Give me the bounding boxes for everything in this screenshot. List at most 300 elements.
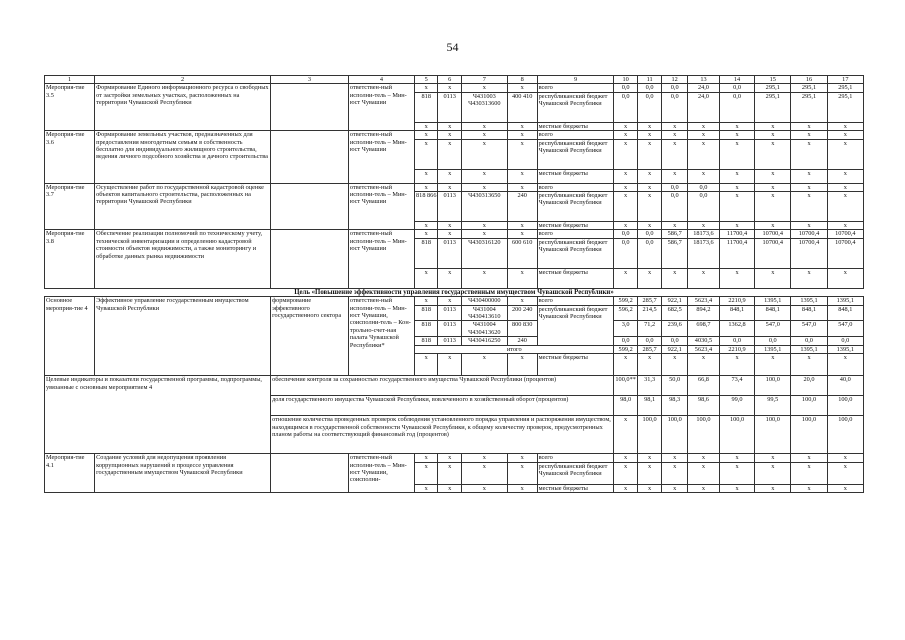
cell: 99,0	[719, 396, 754, 416]
cell: Ч431003 Ч430313600	[461, 92, 507, 122]
cell: x	[461, 454, 507, 462]
cell: x	[827, 131, 863, 139]
cell: 2210,9	[719, 297, 754, 305]
cell: x	[827, 354, 863, 376]
cell: x	[438, 268, 461, 288]
cell: 295,1	[755, 84, 791, 92]
cell: 71,2	[637, 321, 662, 337]
header-cell: 7	[461, 76, 507, 84]
header-cell: 11	[637, 76, 662, 84]
cell: 0,0	[662, 192, 688, 222]
cell: x	[415, 297, 438, 305]
cell: 818	[415, 337, 438, 345]
cell: x	[791, 122, 827, 130]
cell: x	[719, 354, 754, 376]
cell: x	[755, 354, 791, 376]
cell: республиканский бюджет Чувашской Республики	[537, 238, 614, 268]
cell: x	[637, 122, 662, 130]
cell: 0113	[438, 92, 461, 122]
cell: 73,4	[719, 376, 754, 396]
cell: x	[614, 462, 637, 484]
header-cell: 15	[755, 76, 791, 84]
cell: x	[438, 484, 461, 492]
cell: 100,0	[791, 396, 827, 416]
cell: республиканский бюджет Чувашской Республики	[537, 192, 614, 222]
cell: 0,0	[637, 337, 662, 345]
cell: 295,1	[791, 84, 827, 92]
cell: 1395,1	[755, 297, 791, 305]
cell: 10700,4	[827, 238, 863, 268]
cell: x	[827, 222, 863, 230]
activity-target: формирование эффективного государственного сектора	[271, 297, 349, 376]
cell: 11700,4	[719, 230, 754, 238]
cell: x	[461, 354, 507, 376]
cell: x	[719, 139, 754, 169]
cell: x	[507, 484, 537, 492]
cell: Ч431004 Ч430413620	[461, 321, 507, 337]
cell: x	[719, 192, 754, 222]
cell: x	[827, 183, 863, 191]
cell: 1395,1	[791, 297, 827, 305]
cell: x	[637, 484, 662, 492]
cell: x	[438, 131, 461, 139]
cell: 818	[415, 238, 438, 268]
cell: 0,0	[662, 84, 688, 92]
cell: 1395,1	[827, 297, 863, 305]
cell: x	[791, 139, 827, 169]
cell: 10700,4	[827, 230, 863, 238]
cell: Ч430313650	[461, 192, 507, 222]
cell: x	[662, 354, 688, 376]
cell: x	[791, 222, 827, 230]
cell: 100,0	[827, 396, 863, 416]
cell: x	[755, 268, 791, 288]
total-label: итого	[415, 345, 614, 353]
cell: x	[719, 268, 754, 288]
cell: местные бюджеты	[537, 484, 614, 492]
activity-name: Создание условий для недопущения проявления коррупционных нарушений в процессе управления государственным имуществом Чувашской Республики	[95, 454, 271, 493]
activity-target	[271, 230, 349, 288]
activity-code: Мероприя-тие 4.1	[45, 454, 95, 493]
cell: x	[614, 139, 637, 169]
cell: местные бюджеты	[537, 169, 614, 183]
cell: 682,5	[662, 305, 688, 321]
indicator-text: отношение количества проведенных проверок соблюдения установленного порядка управления и распоряжения имуществом, находящимся в государственной собственности Чувашской Республики, к общему количеству проверок, предусмотренных планом работы на соответствующий финансовый год (процентов)	[271, 416, 614, 454]
cell: 1395,1	[791, 345, 827, 353]
cell: 0,0	[637, 92, 662, 122]
cell: 0,0	[637, 230, 662, 238]
cell: x	[755, 454, 791, 462]
cell: 818 866	[415, 192, 438, 222]
cell: 0,0	[662, 183, 688, 191]
cell: 40,0	[827, 376, 863, 396]
header-cell: 8	[507, 76, 537, 84]
header-cell: 14	[719, 76, 754, 84]
cell: x	[614, 354, 637, 376]
cell: x	[687, 354, 719, 376]
header-cell: 2	[95, 76, 271, 84]
cell: x	[438, 169, 461, 183]
activity-name: Эффективное управление государственным имуществом Чувашской Республики	[95, 297, 271, 376]
header-cell: 4	[348, 76, 414, 84]
header-cell: 16	[791, 76, 827, 84]
page-number: 54	[446, 40, 459, 54]
cell: 20,0	[791, 376, 827, 396]
cell: всего	[537, 454, 614, 462]
cell: 0,0	[719, 337, 754, 345]
cell: 100,0	[687, 416, 719, 454]
cell: x	[827, 169, 863, 183]
cell: 0,0	[791, 337, 827, 345]
cell: x	[438, 230, 461, 238]
cell: 100,0	[827, 416, 863, 454]
cell: x	[614, 169, 637, 183]
cell: 586,7	[662, 238, 688, 268]
cell: 24,0	[687, 92, 719, 122]
cell: x	[827, 122, 863, 130]
activity-responsible: ответствен-ный исполни-тель – Мин-юст Чувашии	[348, 131, 414, 183]
cell: 100,0**	[614, 376, 637, 396]
cell: 50,0	[662, 376, 688, 396]
cell: x	[637, 354, 662, 376]
cell: 848,1	[827, 305, 863, 321]
cell: x	[614, 183, 637, 191]
indicators-label: Целевые индикаторы и показатели государственной программы, подпрограммы, увязанные с основным мероприятием 4	[45, 376, 271, 454]
cell: Ч430416250	[461, 337, 507, 345]
cell: 295,1	[827, 84, 863, 92]
cell: x	[415, 484, 438, 492]
cell: x	[461, 183, 507, 191]
cell: 0,0	[614, 92, 637, 122]
cell: 0113	[438, 238, 461, 268]
cell: 922,1	[662, 345, 688, 353]
cell: x	[637, 192, 662, 222]
cell: 848,1	[791, 305, 827, 321]
cell: x	[438, 139, 461, 169]
cell: x	[791, 454, 827, 462]
cell: 10700,4	[755, 230, 791, 238]
cell: x	[461, 131, 507, 139]
activity-target	[271, 183, 349, 230]
cell: x	[719, 462, 754, 484]
cell: 0,0	[719, 92, 754, 122]
cell: x	[755, 462, 791, 484]
cell: 0113	[438, 305, 461, 321]
cell: x	[415, 122, 438, 130]
program-table	[44, 75, 864, 493]
cell: 0,0	[755, 337, 791, 345]
cell: 5623,4	[687, 297, 719, 305]
header-cell: 5	[415, 76, 438, 84]
cell: 848,1	[755, 305, 791, 321]
table-row	[45, 84, 864, 92]
cell: 848,1	[719, 305, 754, 321]
cell: x	[507, 230, 537, 238]
cell: 10700,4	[791, 230, 827, 238]
header-cell: 10	[614, 76, 637, 84]
cell: 800 830	[507, 321, 537, 337]
cell: x	[791, 169, 827, 183]
cell: x	[415, 268, 438, 288]
cell: 10700,4	[755, 238, 791, 268]
cell: x	[719, 484, 754, 492]
cell: x	[438, 84, 461, 92]
header-cell: 17	[827, 76, 863, 84]
cell: 586,7	[662, 230, 688, 238]
cell: 1395,1	[827, 345, 863, 353]
cell: 100,0	[791, 416, 827, 454]
cell: x	[637, 183, 662, 191]
cell: x	[438, 183, 461, 191]
table-row	[45, 297, 864, 305]
cell: 100,0	[637, 416, 662, 454]
header-cell: 13	[687, 76, 719, 84]
cell: x	[637, 139, 662, 169]
cell: 0,0	[614, 84, 637, 92]
cell: 200 240	[507, 305, 537, 321]
header-cell: 3	[271, 76, 349, 84]
cell: республиканский бюджет Чувашской Республики	[537, 305, 614, 345]
cell: 2210,9	[719, 345, 754, 353]
cell: 818	[415, 92, 438, 122]
cell: x	[755, 192, 791, 222]
cell: x	[662, 122, 688, 130]
cell: местные бюджеты	[537, 268, 614, 288]
cell: x	[827, 462, 863, 484]
cell: x	[827, 268, 863, 288]
cell: x	[507, 268, 537, 288]
cell: 0,0	[719, 84, 754, 92]
cell: 600 610	[507, 238, 537, 268]
cell: x	[755, 183, 791, 191]
cell: x	[791, 268, 827, 288]
cell: 547,0	[827, 321, 863, 337]
cell: x	[614, 222, 637, 230]
cell: x	[461, 230, 507, 238]
cell: x	[507, 222, 537, 230]
cell: x	[755, 139, 791, 169]
cell: x	[507, 297, 537, 305]
cell: x	[719, 131, 754, 139]
cell: местные бюджеты	[537, 122, 614, 130]
cell: 98,1	[637, 396, 662, 416]
cell: местные бюджеты	[537, 354, 614, 376]
cell: 31,3	[637, 376, 662, 396]
cell: x	[662, 462, 688, 484]
indicator-text: доля государственного имущества Чувашской Республики, вовлеченного в хозяйственный оборот (процентов)	[271, 396, 614, 416]
cell: всего	[537, 183, 614, 191]
cell: 547,0	[755, 321, 791, 337]
cell: x	[662, 169, 688, 183]
cell: 0,0	[687, 192, 719, 222]
activity-code: Мероприя-тие 3.8	[45, 230, 95, 288]
cell: 3,0	[614, 321, 637, 337]
cell: x	[637, 131, 662, 139]
cell: x	[662, 454, 688, 462]
goal-heading: Цель «Повышение эффективности управления государственным имуществом Чувашской Республики»	[45, 288, 864, 296]
cell: 0,0	[637, 84, 662, 92]
table-row	[45, 131, 864, 139]
cell: 295,1	[827, 92, 863, 122]
cell: всего	[537, 131, 614, 139]
table-row	[45, 230, 864, 238]
cell: 0,0	[687, 183, 719, 191]
cell: x	[507, 122, 537, 130]
cell: x	[687, 222, 719, 230]
indicator-text: обеспечение контроля за сохранностью государственного имущества Чувашской Республики (процентов)	[271, 376, 614, 396]
header-row	[45, 76, 864, 84]
cell: 698,7	[687, 321, 719, 337]
cell: x	[438, 122, 461, 130]
activity-responsible: ответствен-ный исполни-тель – Мин-юст Чувашии, соисполни-	[348, 454, 414, 493]
cell: x	[637, 462, 662, 484]
cell: 285,7	[637, 297, 662, 305]
cell: x	[415, 169, 438, 183]
cell: x	[507, 462, 537, 484]
cell: 818	[415, 321, 438, 337]
cell: 285,7	[637, 345, 662, 353]
cell: x	[614, 131, 637, 139]
cell: x	[461, 222, 507, 230]
cell: x	[687, 122, 719, 130]
cell: 100,0	[755, 416, 791, 454]
cell: x	[687, 462, 719, 484]
cell: Ч430400000	[461, 297, 507, 305]
table-row	[45, 183, 864, 191]
cell: республиканский бюджет Чувашской Республики	[537, 92, 614, 122]
cell: 240	[507, 192, 537, 222]
header-cell: 6	[438, 76, 461, 84]
cell: x	[827, 192, 863, 222]
cell: x	[791, 354, 827, 376]
cell: x	[791, 462, 827, 484]
cell: 818	[415, 305, 438, 321]
cell: x	[719, 454, 754, 462]
cell: x	[438, 454, 461, 462]
cell: 0113	[438, 321, 461, 337]
cell: x	[415, 131, 438, 139]
activity-code: Мероприя-тие 3.6	[45, 131, 95, 183]
cell: x	[662, 139, 688, 169]
cell: 98,6	[687, 396, 719, 416]
cell: 599,2	[614, 297, 637, 305]
cell: x	[461, 169, 507, 183]
activity-code: Мероприя-тие 3.7	[45, 183, 95, 230]
cell: x	[461, 484, 507, 492]
cell: x	[791, 131, 827, 139]
cell: 295,1	[791, 92, 827, 122]
table-row	[45, 454, 864, 462]
cell: x	[415, 454, 438, 462]
cell: 1395,1	[755, 345, 791, 353]
cell: 240	[507, 337, 537, 345]
cell: 24,0	[687, 84, 719, 92]
cell: 0,0	[662, 337, 688, 345]
header-cell: 1	[45, 76, 95, 84]
cell: 98,3	[662, 396, 688, 416]
cell: 239,6	[662, 321, 688, 337]
cell: 0,0	[614, 337, 637, 345]
cell: всего	[537, 84, 614, 92]
cell: x	[415, 462, 438, 484]
cell: x	[637, 454, 662, 462]
cell: x	[662, 268, 688, 288]
cell: 0,0	[662, 92, 688, 122]
cell: 400 410	[507, 92, 537, 122]
cell: всего	[537, 230, 614, 238]
cell: 214,5	[637, 305, 662, 321]
cell: 5623,4	[687, 345, 719, 353]
cell: x	[614, 122, 637, 130]
cell: x	[507, 139, 537, 169]
cell: x	[438, 222, 461, 230]
activity-name: Формирование земельных участков, предназначенных для предоставления многодетным семьям в собственность бесплатно для индивидуального жилищного строительства, ведения личного подсобного хозяйства и дачного строительства	[95, 131, 271, 183]
cell: 11700,4	[719, 238, 754, 268]
activity-code: Основное мероприя-тие 4	[45, 297, 95, 376]
activity-name: Обеспечение реализации полномочий по техническому учету, технической инвентаризации и определению кадастровой стоимости объектов недвижимости, а также мониторингу и обработке данных рынка недвижимости	[95, 230, 271, 288]
cell: республиканский бюджет Чувашской Республики	[537, 139, 614, 169]
cell: x	[662, 131, 688, 139]
cell: x	[719, 169, 754, 183]
cell: всего	[537, 297, 614, 305]
cell: x	[461, 462, 507, 484]
cell: 18173,6	[687, 230, 719, 238]
cell: x	[755, 222, 791, 230]
activity-name: Формирование Единого информационного ресурса о свободных от застройки земельных участках, расположенных на территории Чувашской Республики	[95, 84, 271, 131]
cell: x	[415, 354, 438, 376]
cell: 1362,8	[719, 321, 754, 337]
cell: x	[637, 268, 662, 288]
cell: x	[614, 454, 637, 462]
cell: x	[461, 122, 507, 130]
cell: x	[791, 484, 827, 492]
cell: x	[719, 122, 754, 130]
cell: x	[827, 484, 863, 492]
cell: x	[438, 297, 461, 305]
activity-target	[271, 131, 349, 183]
cell: x	[662, 222, 688, 230]
cell: Ч430316120	[461, 238, 507, 268]
cell: 922,1	[662, 297, 688, 305]
cell: местные бюджеты	[537, 222, 614, 230]
header-cell: 9	[537, 76, 614, 84]
cell: x	[415, 84, 438, 92]
cell: 100,0	[755, 376, 791, 396]
cell: x	[755, 484, 791, 492]
cell: 4030,5	[687, 337, 719, 345]
activity-name: Осуществление работ по государственной кадастровой оценке объектов капитального строительства, расположенных на территории Чувашской Республики	[95, 183, 271, 230]
cell: x	[507, 131, 537, 139]
cell: x	[791, 183, 827, 191]
cell: 0,0	[637, 238, 662, 268]
cell: 100,0	[719, 416, 754, 454]
cell: 0,0	[827, 337, 863, 345]
cell: 295,1	[755, 92, 791, 122]
cell: 596,2	[614, 305, 637, 321]
cell: 894,2	[687, 305, 719, 321]
cell: 18173,6	[687, 238, 719, 268]
cell: x	[687, 268, 719, 288]
cell: x	[719, 183, 754, 191]
cell: x	[507, 84, 537, 92]
cell: x	[507, 354, 537, 376]
cell: 0113	[438, 337, 461, 345]
cell: x	[687, 139, 719, 169]
cell: x	[614, 268, 637, 288]
cell: x	[415, 139, 438, 169]
cell: 0,0	[614, 230, 637, 238]
cell: x	[662, 484, 688, 492]
